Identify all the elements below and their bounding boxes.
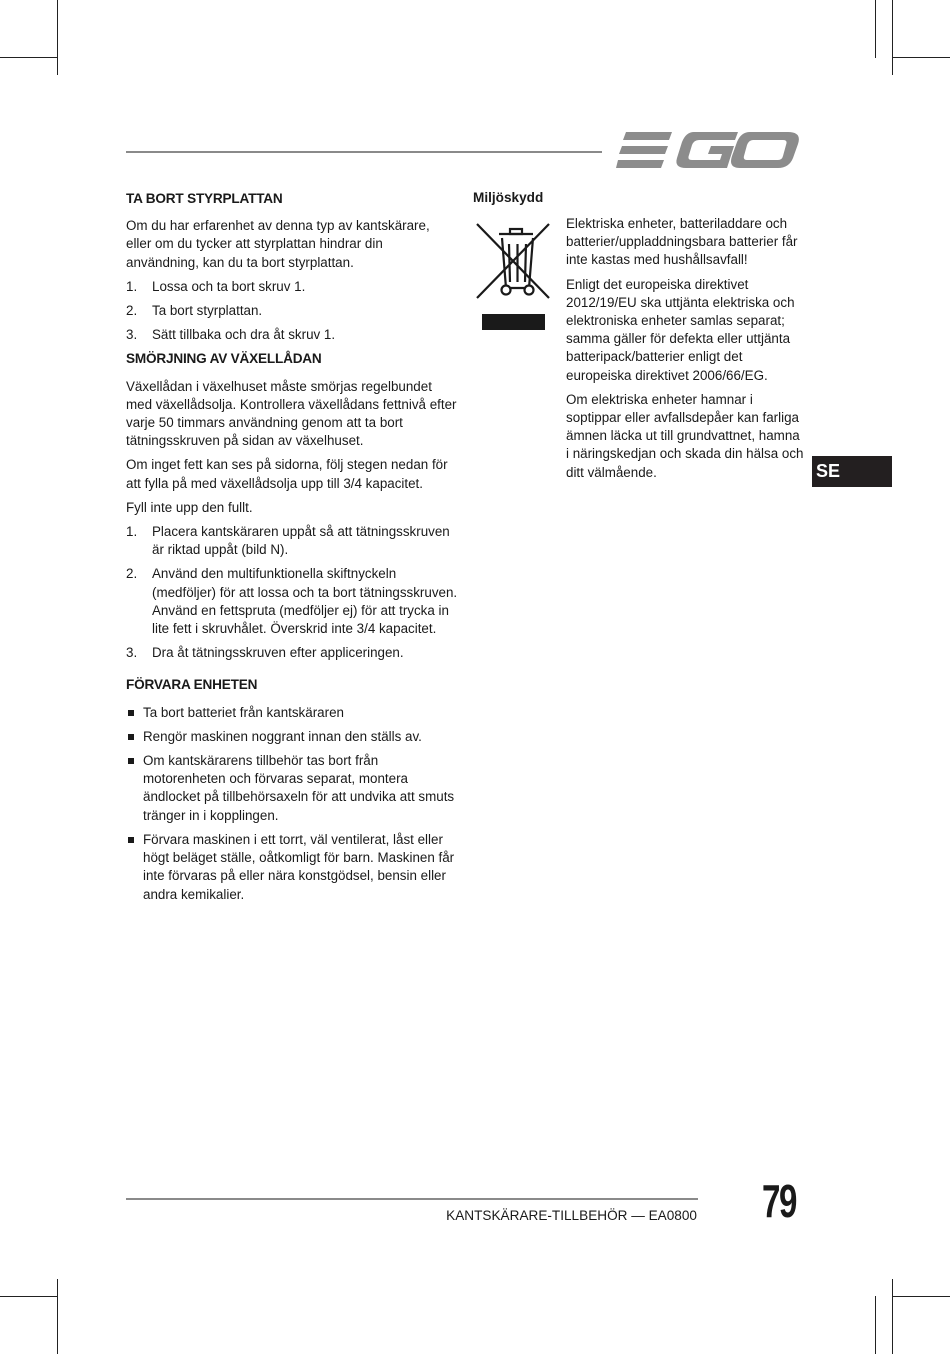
list-item-text: Ta bort batteriet från kantskäraren (143, 704, 344, 720)
list-number: 3. (126, 645, 138, 661)
list-item-text: Lossa och ta bort skruv 1. (152, 278, 306, 294)
square-bullet-icon (128, 710, 134, 716)
paragraph: Fyll inte upp den fullt. (126, 499, 253, 515)
crop-mark (57, 0, 58, 75)
list-item-text: Sätt tillbaka och dra åt skruv 1. (152, 327, 336, 343)
crop-mark (0, 1296, 58, 1297)
header-rule (126, 151, 602, 153)
crop-mark (892, 57, 950, 58)
crop-mark (892, 1279, 893, 1354)
crop-mark (875, 0, 876, 58)
list-item (126, 523, 458, 559)
ego-logo (616, 128, 800, 172)
list-item (126, 644, 458, 662)
footer-title: KANTSKÄRARE-TILLBEHÖR — EA0800 (446, 1208, 697, 1223)
list-item-text: Dra åt tätningsskruven efter appliceringen. (152, 645, 404, 661)
section-heading-remove-guide: TA BORT STYRPLATTAN (126, 191, 283, 206)
list-item (126, 278, 458, 296)
list-item (126, 704, 458, 722)
list-item (126, 728, 458, 746)
bullet-list (126, 704, 458, 904)
list-item-text: Rengör maskinen noggrant innan den ställs av. (143, 728, 422, 744)
square-bullet-icon (128, 758, 134, 764)
list-item (126, 752, 458, 825)
list-item-text: Använd den multifunktionella skiftnyckeln (medföljer) för att lossa och ta bort tätningsskruven. Använd en fettspruta (medföljer ej) för att trycka in lite fett i skruvhålet. Överskrid inte 3/4 kapacitet. (152, 566, 458, 637)
footer-rule (126, 1198, 698, 1200)
list-item-text: Förvara maskinen i ett torrt, väl ventilerat, låst eller högt beläget ställe, oåtkomligt för barn. Maskinen får inte förvaras på eller nära konstgödsel, bensin eller andra kemikalier. (143, 831, 455, 902)
numbered-list (126, 523, 458, 662)
page-number: 79 (762, 1175, 796, 1227)
paragraph: Växellådan i växelhuset måste smörjas regelbundet med växellådsolja. Kontrollera växellådans fettnivå efter varje 50 timmars användning genom att ta bort tätningsskruven på sidan av växelhuset. (126, 378, 457, 449)
section-heading-environment: Miljöskydd (473, 190, 544, 205)
paragraph: Elektriska enheter, batteriladdare och batterier/uppladdningsbara batterier får inte kastas med hushållsavfall! (566, 216, 798, 268)
paragraph: Enligt det europeiska direktivet 2012/19/EU ska uttjänta elektriska och elektroniska enheter samlas separat; samma gäller för defekta eller uttjänta batteripack/batterier enligt det europeiska direktivet 2006/66/EG. (566, 276, 795, 383)
square-bullet-icon (128, 837, 134, 843)
list-item-text: Placera kantskäraren uppåt så att tätningsskruven är riktad uppåt (bild N). (152, 524, 450, 558)
crop-mark (892, 0, 893, 75)
list-item-text: Ta bort styrplattan. (152, 303, 263, 319)
section-heading-storage: FÖRVARA ENHETEN (126, 677, 258, 693)
crop-mark (57, 1279, 58, 1354)
crop-mark (0, 57, 58, 58)
section-heading-lubrication: SMÖRJNING AV VÄXELLÅDAN (126, 351, 322, 367)
list-item (126, 326, 458, 344)
list-item (126, 302, 458, 320)
list-number: 1. (126, 278, 138, 294)
paragraph: Om elektriska enheter hamnar i soptippar eller avfallsdepåer kan farliga ämnen läcka ut till grundvattnet, hamna i näringskedjan och skada din hälsa och ditt välmående. (566, 391, 804, 480)
paragraph: Om inget fett kan ses på sidorna, följ stegen nedan för att fylla på med växellådsolja upp till 3/4 kapacitet. (126, 457, 448, 491)
list-item (126, 831, 458, 904)
crop-mark (892, 1296, 950, 1297)
crossed-out-bin-icon (473, 220, 553, 302)
left-column (126, 190, 458, 910)
right-column (566, 215, 806, 488)
language-tab: SE (812, 456, 892, 487)
list-number: 3. (126, 327, 138, 343)
list-item (126, 565, 458, 638)
square-bullet-icon (128, 734, 134, 740)
list-number: 2. (126, 566, 138, 582)
crop-mark (875, 1296, 876, 1354)
weee-bar (482, 314, 545, 330)
list-item-text: Om kantskärarens tillbehör tas bort från motorenheten och förvaras separat, montera ändlocket på tillbehörsaxeln för att undvika att smuts tränger in i kopplingen. (143, 753, 455, 823)
numbered-list (126, 278, 458, 345)
list-number: 1. (126, 524, 138, 540)
list-number: 2. (126, 303, 138, 319)
paragraph: Om du har erfarenhet av denna typ av kantskärare, eller om du tycker att styrplattan hindrar din användning, kan du ta bort styrplattan. (126, 218, 430, 270)
